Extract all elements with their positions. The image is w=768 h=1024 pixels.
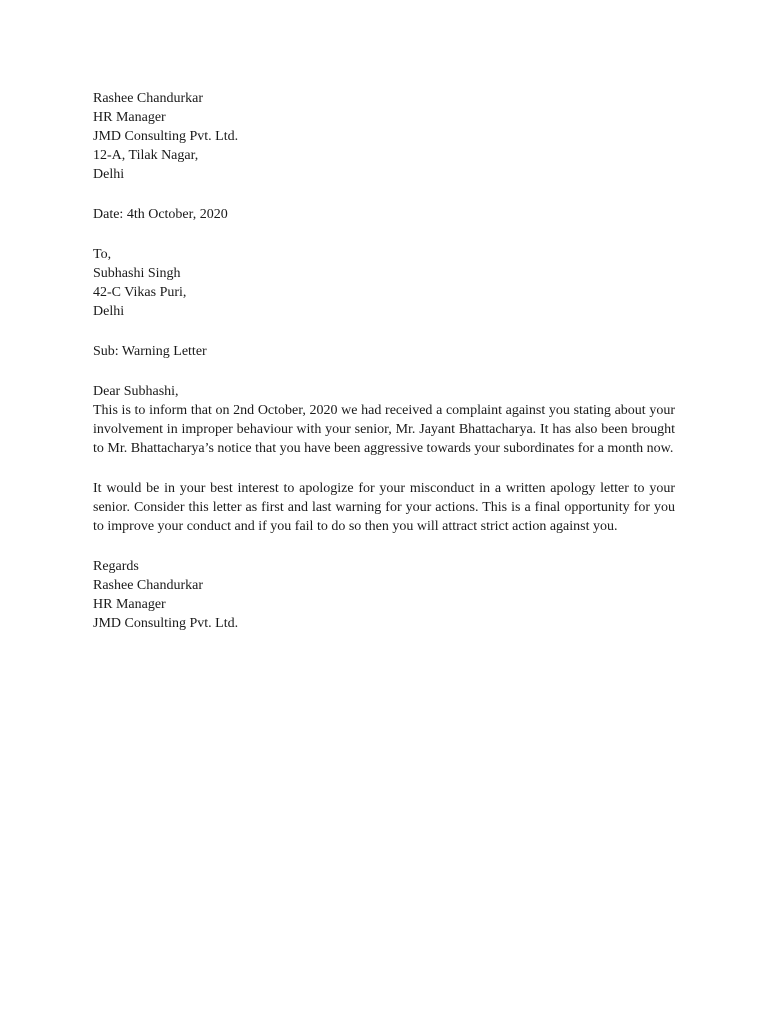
letter-subject: Sub: Warning Letter: [93, 344, 207, 359]
sender-address-line: 12-A, Tilak Nagar,: [93, 148, 199, 163]
body-paragraph-2: It would be in your best interest to apologize for your misconduct in a written apology letter to your senior. Consider this letter as first and last warning for your actions. This is a final opportunity for you to improve your conduct and if you fail to do so then you will attract strict action against you.: [93, 481, 675, 534]
recipient-address-block: [93, 245, 675, 321]
closing-company: JMD Consulting Pvt. Ltd.: [93, 616, 239, 631]
sender-name: Rashee Chandurkar: [93, 91, 204, 106]
body-paragraph-1: This is to inform that on 2nd October, 2020 we had received a complaint against you stating about your involvement in improper behaviour with your senior, Mr. Jayant Bhattacharya. It has also been brought to Mr. Bhattacharya’s notice that you have been aggressive towards your subordinates for a month now.: [93, 403, 675, 456]
sender-company: JMD Consulting Pvt. Ltd.: [93, 129, 239, 144]
sender-title: HR Manager: [93, 110, 166, 125]
date-block: [93, 205, 675, 224]
closing-regards: Regards: [93, 559, 139, 574]
subject-block: [93, 342, 675, 361]
letter-page: [93, 89, 675, 633]
closing-name: Rashee Chandurkar: [93, 578, 204, 593]
closing-block: [93, 557, 675, 633]
closing-title: HR Manager: [93, 597, 166, 612]
letter-date: Date: 4th October, 2020: [93, 207, 228, 222]
letter-body: [93, 382, 675, 536]
sender-city: Delhi: [93, 167, 125, 182]
recipient-to: To,: [93, 247, 112, 262]
recipient-name: Subhashi Singh: [93, 266, 181, 281]
recipient-address-line: 42-C Vikas Puri,: [93, 285, 187, 300]
recipient-city: Delhi: [93, 304, 125, 319]
sender-address-block: [93, 89, 675, 184]
salutation: Dear Subhashi,: [93, 384, 179, 399]
